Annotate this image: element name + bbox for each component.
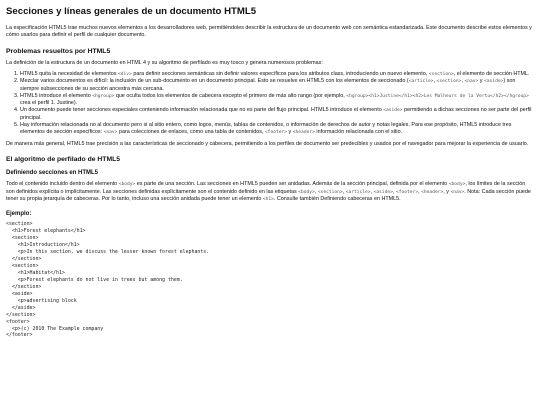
- text-run: ,: [418, 188, 422, 195]
- section-heading-algorithm: El algoritmo de perfilado de HTML5: [6, 155, 121, 163]
- text-run: ) son siempre subsecciones de su sección ancestra más cercana.: [20, 78, 516, 92]
- text-run: . Nota: Cada sección puede tener su propia jerarquía de cabeceras. Por lo tanto, incluso una sección anidada puede tener un elemento: [6, 188, 531, 202]
- text-run: que oculta todos los elementos de cabecera excepto el primero de más alto rango (por ejemplo,: [114, 92, 347, 99]
- text-run: ,: [392, 188, 396, 195]
- inline-code: <footer>: [395, 189, 419, 195]
- inline-code: <body>: [448, 182, 466, 188]
- inline-code: <header>: [421, 189, 444, 195]
- inline-code: <div>: [118, 72, 132, 77]
- text-run: para definir secciones semánticas sin definir valores específicos para los atributos class, introduciendo un nuevo elemento,: [131, 71, 429, 77]
- intro-paragraph: La especificación HTML5 trae muchos nuevos elementos a los desarrolladores web, permitiéndoles describir la estructura de un documento web con semántica estandarizada. Este documento describe estos elementos y cómo usarlos para definir el perfil de cualquier documento.: [6, 24, 532, 39]
- inline-code: <h1>: [262, 196, 274, 202]
- text-run: HTML5 quita la necesidad de elementos: [20, 71, 118, 77]
- text-run: crea el perfil 1. Justine).: [20, 100, 78, 107]
- text-run: ,: [461, 78, 465, 85]
- text-run: , los límites de la sección son definidos explícita o implícitamente. Las secciones definidas explícitamente son el contenido definido en las etiquetas: [6, 181, 526, 195]
- inline-code: <nav>: [464, 79, 479, 85]
- example-code-block: <section> <h1>Forest elephants</h1> <section> <h1>Introduction</h1> <p>In this section, we discuss the lesser known forest elephants. </section> <section> <h1>Habitat</h1> <p>Forest elephants do not live in trees but among them. </section> <aside> <p>advertising block </aside> </section> <footer> <p>(c) 2010 The Example company </footer>: [6, 221, 210, 339]
- text-run: Hay información relacionada no al documento pero si al sitio entero, como logos, menús, tablas de contenidos, o información de derechos de autor y notas legales. Para ese propósito, HTML5 introduce tres elementos de sección específicos:: [20, 122, 512, 136]
- problems-list-item: [20, 122, 534, 137]
- text-run: Un documento puede tener secciones especiales conteniendo información relacionada que no es parte del flujo principal. HTML5 introduce el elemento: [20, 107, 384, 114]
- inline-code: <section>: [428, 72, 454, 77]
- inline-code: <article>: [408, 79, 434, 85]
- problems-list-item: [20, 71, 534, 78]
- example-label: Ejemplo:: [6, 211, 32, 218]
- problems-list-item: [20, 93, 534, 108]
- problems-list: [6, 71, 534, 137]
- subheading-defining-sections: Definiendo secciones en HTML5: [6, 170, 99, 177]
- problems-intro-paragraph: La definición de la estructura de un documento en HTML 4 y su algoritmo de perfilado es muy tosco y genera numerosos problemas:: [6, 59, 323, 66]
- inline-code: <hgroup>: [92, 93, 115, 99]
- text-run: información relacionada con el sitio.: [314, 129, 403, 136]
- inline-code: <body>: [118, 182, 136, 188]
- inline-code: <aside>: [383, 108, 403, 114]
- text-run: . Consulte también Definiendo cabeceras en HTML5.: [273, 195, 401, 202]
- text-run: ,: [433, 78, 437, 85]
- text-run: y: [287, 129, 293, 136]
- text-run: es parte de una sección. Las secciones en HTML5 pueden ser anidadas. Además de la sección principal, definida por el elemento: [135, 181, 449, 188]
- problems-closing-paragraph: De manera más general, HTML5 trae precisión a las características de seccionado y cabecera, permitiendo a los perfiles de documento ser predecibles y usados por el navegador para mejorar la experiencia de usuario.: [6, 140, 529, 147]
- inline-code: <section>: [317, 189, 343, 195]
- text-run: Todo el contenido incluido dentro del elemento: [6, 181, 119, 188]
- inline-code: <nav>: [103, 130, 118, 136]
- text-run: , y: [443, 188, 451, 195]
- inline-code: <aside>: [373, 189, 393, 195]
- problems-list-item: [20, 107, 534, 122]
- text-run: , el elemento de sección HTML.: [453, 71, 530, 77]
- text-run: permitiendo a dichas secciones no ser parte del perfil principal.: [20, 107, 532, 121]
- problems-list-item: [20, 78, 534, 93]
- text-run: y: [478, 78, 484, 85]
- inline-code: <hgroup><h1>Justine</h1><h2>Les Malheurs de la Vertu</h2></hgroup>: [346, 93, 529, 99]
- text-run: ,: [370, 188, 374, 195]
- text-run: HTML5 introduce el elemento: [20, 92, 93, 99]
- inline-code: <body>: [298, 189, 315, 195]
- text-run: ,: [314, 188, 318, 195]
- section-heading-problems: Problemas resueltos por HTML5: [6, 47, 111, 55]
- text-run: para colecciones de enlaces, como una tabla de contenidos,: [117, 129, 265, 136]
- text-run: ,: [342, 188, 346, 195]
- inline-code: <footer>: [264, 130, 288, 136]
- inline-code: <header>: [292, 130, 315, 136]
- inline-code: <nav>: [450, 189, 465, 195]
- text-run: Mezclar varios documentos es difícil: la inclusión de un sub-documento en un documento principal. Esto se resuelve en HTML5 con los elementos de seccionado (: [20, 78, 409, 85]
- inline-code: <section>: [436, 79, 462, 85]
- inline-code: <aside>: [484, 79, 504, 85]
- page-title: Secciones y líneas generales de un documento HTML5: [6, 6, 257, 17]
- defining-sections-paragraph: [6, 181, 534, 203]
- inline-code: <article>: [345, 189, 371, 195]
